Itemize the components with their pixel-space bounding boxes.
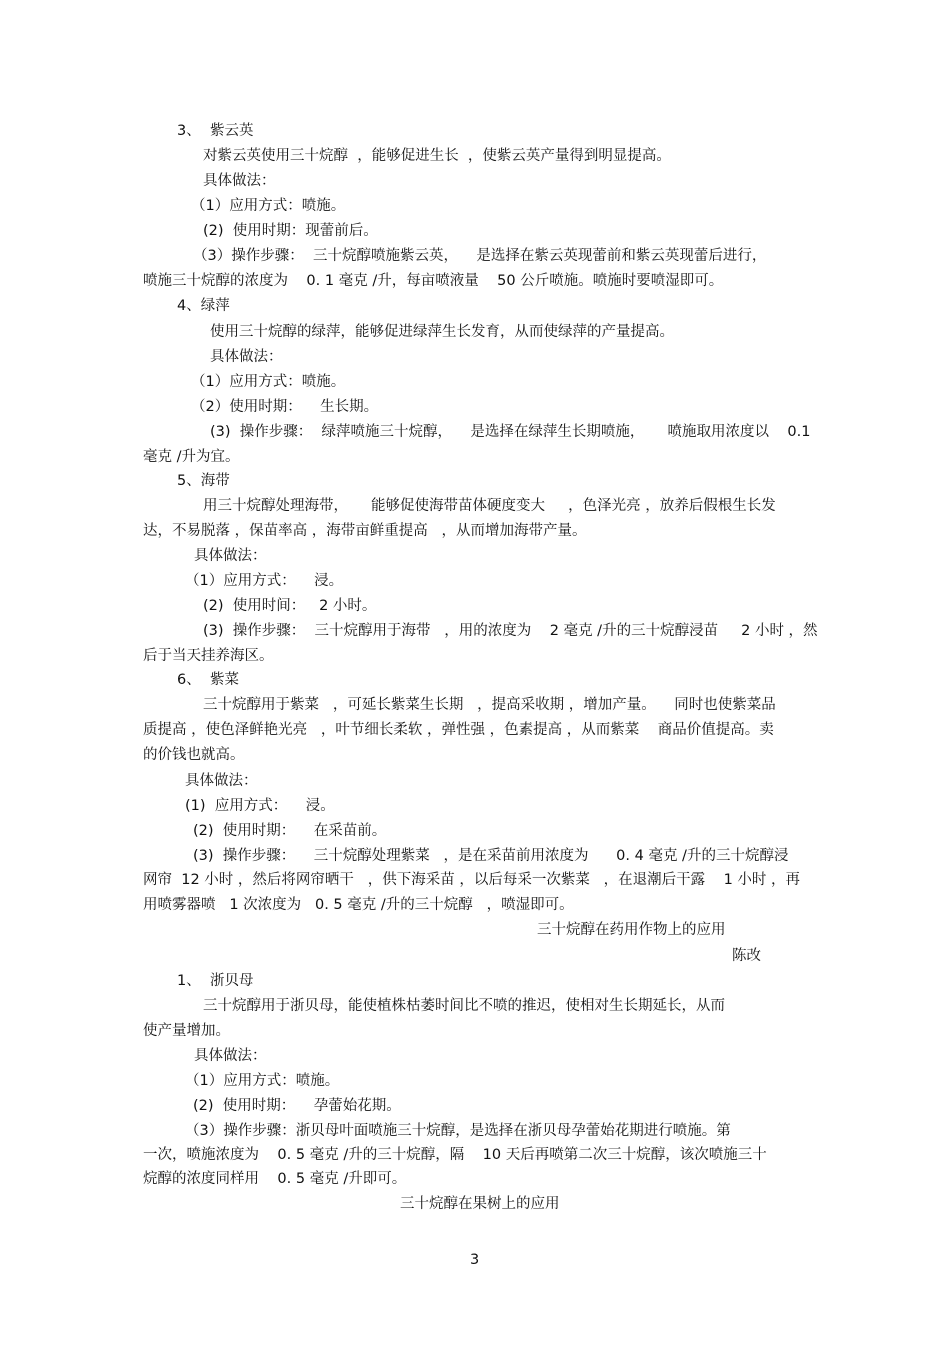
text-line: (2) 使用时期：现蕾前后。 [203, 223, 378, 239]
heading-lvping: 4、绿萍 [177, 298, 230, 314]
text-line: 使产量增加。 [143, 1023, 230, 1039]
heading-ziyunying: 3、 紫云英 [177, 123, 254, 139]
subheading-method: 具体做法： [185, 773, 258, 789]
subheading-method: 具体做法： [203, 173, 276, 189]
heading-haidai: 5、海带 [177, 473, 230, 489]
section-title-medicinal: 三十烷醇在药用作物上的应用 [537, 922, 726, 938]
text-line: 三十烷醇用于浙贝母，能使植株枯萎时间比不喷的推迟，使相对生长期延长，从而 [203, 998, 725, 1014]
text-line: （3）操作步骤：浙贝母叶面喷施三十烷醇，是选择在浙贝母孕蕾始花期进行喷施。第 [185, 1123, 731, 1139]
text-line: (2) 使用时间： 2 小时。 [203, 598, 377, 614]
page-number: 3 [470, 1252, 480, 1268]
text-line: (3) 操作步骤： 三十烷醇用于海带 ，用的浓度为 2 毫克 /升的三十烷醇浸苗 2 小时 ，然 [203, 623, 818, 639]
text-line: 用三十烷醇处理海带， 能够促使海带苗体硬度变大 ，色泽光亮 ，放养后假根生长发 [203, 498, 776, 514]
text-line: 使用三十烷醇的绿萍，能够促进绿萍生长发育，从而使绿萍的产量提高。 [210, 324, 674, 340]
text-line: (1) 应用方式： 浸。 [185, 798, 335, 814]
text-line: 三十烷醇用于紫菜 ，可延长紫菜生长期 ，提高采收期 ，增加产量。 同时也使紫菜品 [203, 697, 776, 713]
text-line: 烷醇的浓度同样用 0. 5 毫克 /升即可。 [143, 1171, 407, 1187]
text-line: （3）操作步骤： 三十烷醇喷施紫云英， 是选择在紫云英现蕾前和紫云英现蕾后进行， [193, 248, 767, 264]
text-line: 质提高 ，使色泽鲜艳光亮 ，叶节细长柔软 ，弹性强 ，色素提高 ，从而紫菜 商品价值提高。卖 [143, 722, 774, 738]
text-line: 对紫云英使用三十烷醇 ，能够促进生长 ，使紫云英产量得到明显提高。 [203, 148, 671, 164]
text-line: 的价钱也就高。 [143, 747, 245, 763]
heading-zicai: 6、 紫菜 [177, 672, 239, 688]
text-line: (3) 操作步骤： 绿萍喷施三十烷醇， 是选择在绿萍生长期喷施， 喷施取用浓度以 0.1 [210, 424, 811, 440]
text-line: （1）应用方式：喷施。 [191, 198, 346, 214]
text-line: 后于当天挂养海区。 [143, 648, 274, 664]
text-line: 一次，喷施浓度为 0. 5 毫克 /升的三十烷醇，隔 10 天后再喷第二次三十烷醇，该次喷施三十 [143, 1147, 767, 1163]
text-line: （1）应用方式：喷施。 [185, 1073, 340, 1089]
text-line: 网帘 12 小时 ，然后将网帘晒干 ，供下海采苗 ，以后每采一次紫菜 ，在退潮后干露 1 小时 ，再 [143, 872, 801, 888]
text-line: (2) 使用时期： 孕蕾始花期。 [193, 1098, 401, 1114]
text-line: （1）应用方式： 浸。 [185, 573, 344, 589]
subheading-method: 具体做法： [194, 548, 267, 564]
subheading-method: 具体做法： [194, 1048, 267, 1064]
heading-zhebeimu: 1、 浙贝母 [177, 973, 254, 989]
text-line: 毫克 /升为宜。 [143, 449, 240, 465]
text-line: 达，不易脱落 ，保苗率高 ，海带亩鲜重提高 ，从而增加海带产量。 [143, 523, 587, 539]
section-title-fruit-trees: 三十烷醇在果树上的应用 [400, 1196, 560, 1212]
text-line: （1）应用方式：喷施。 [191, 374, 346, 390]
text-line: 喷施三十烷醇的浓度为 0. 1 毫克 /升，每亩喷液量 50 公斤喷施。喷施时要喷湿即可。 [143, 273, 724, 289]
text-line: （2）使用时期： 生长期。 [191, 399, 379, 415]
text-line: 用喷雾器喷 1 次浓度为 0. 5 毫克 /升的三十烷醇 ，喷湿即可。 [143, 897, 574, 913]
author-name: 陈改 [732, 948, 761, 964]
subheading-method: 具体做法： [210, 349, 283, 365]
text-line: (3) 操作步骤： 三十烷醇处理紫菜 ，是在采苗前用浓度为 0. 4 毫克 /升的三十烷醇浸 [193, 848, 789, 864]
text-line: (2) 使用时期： 在采苗前。 [193, 823, 387, 839]
